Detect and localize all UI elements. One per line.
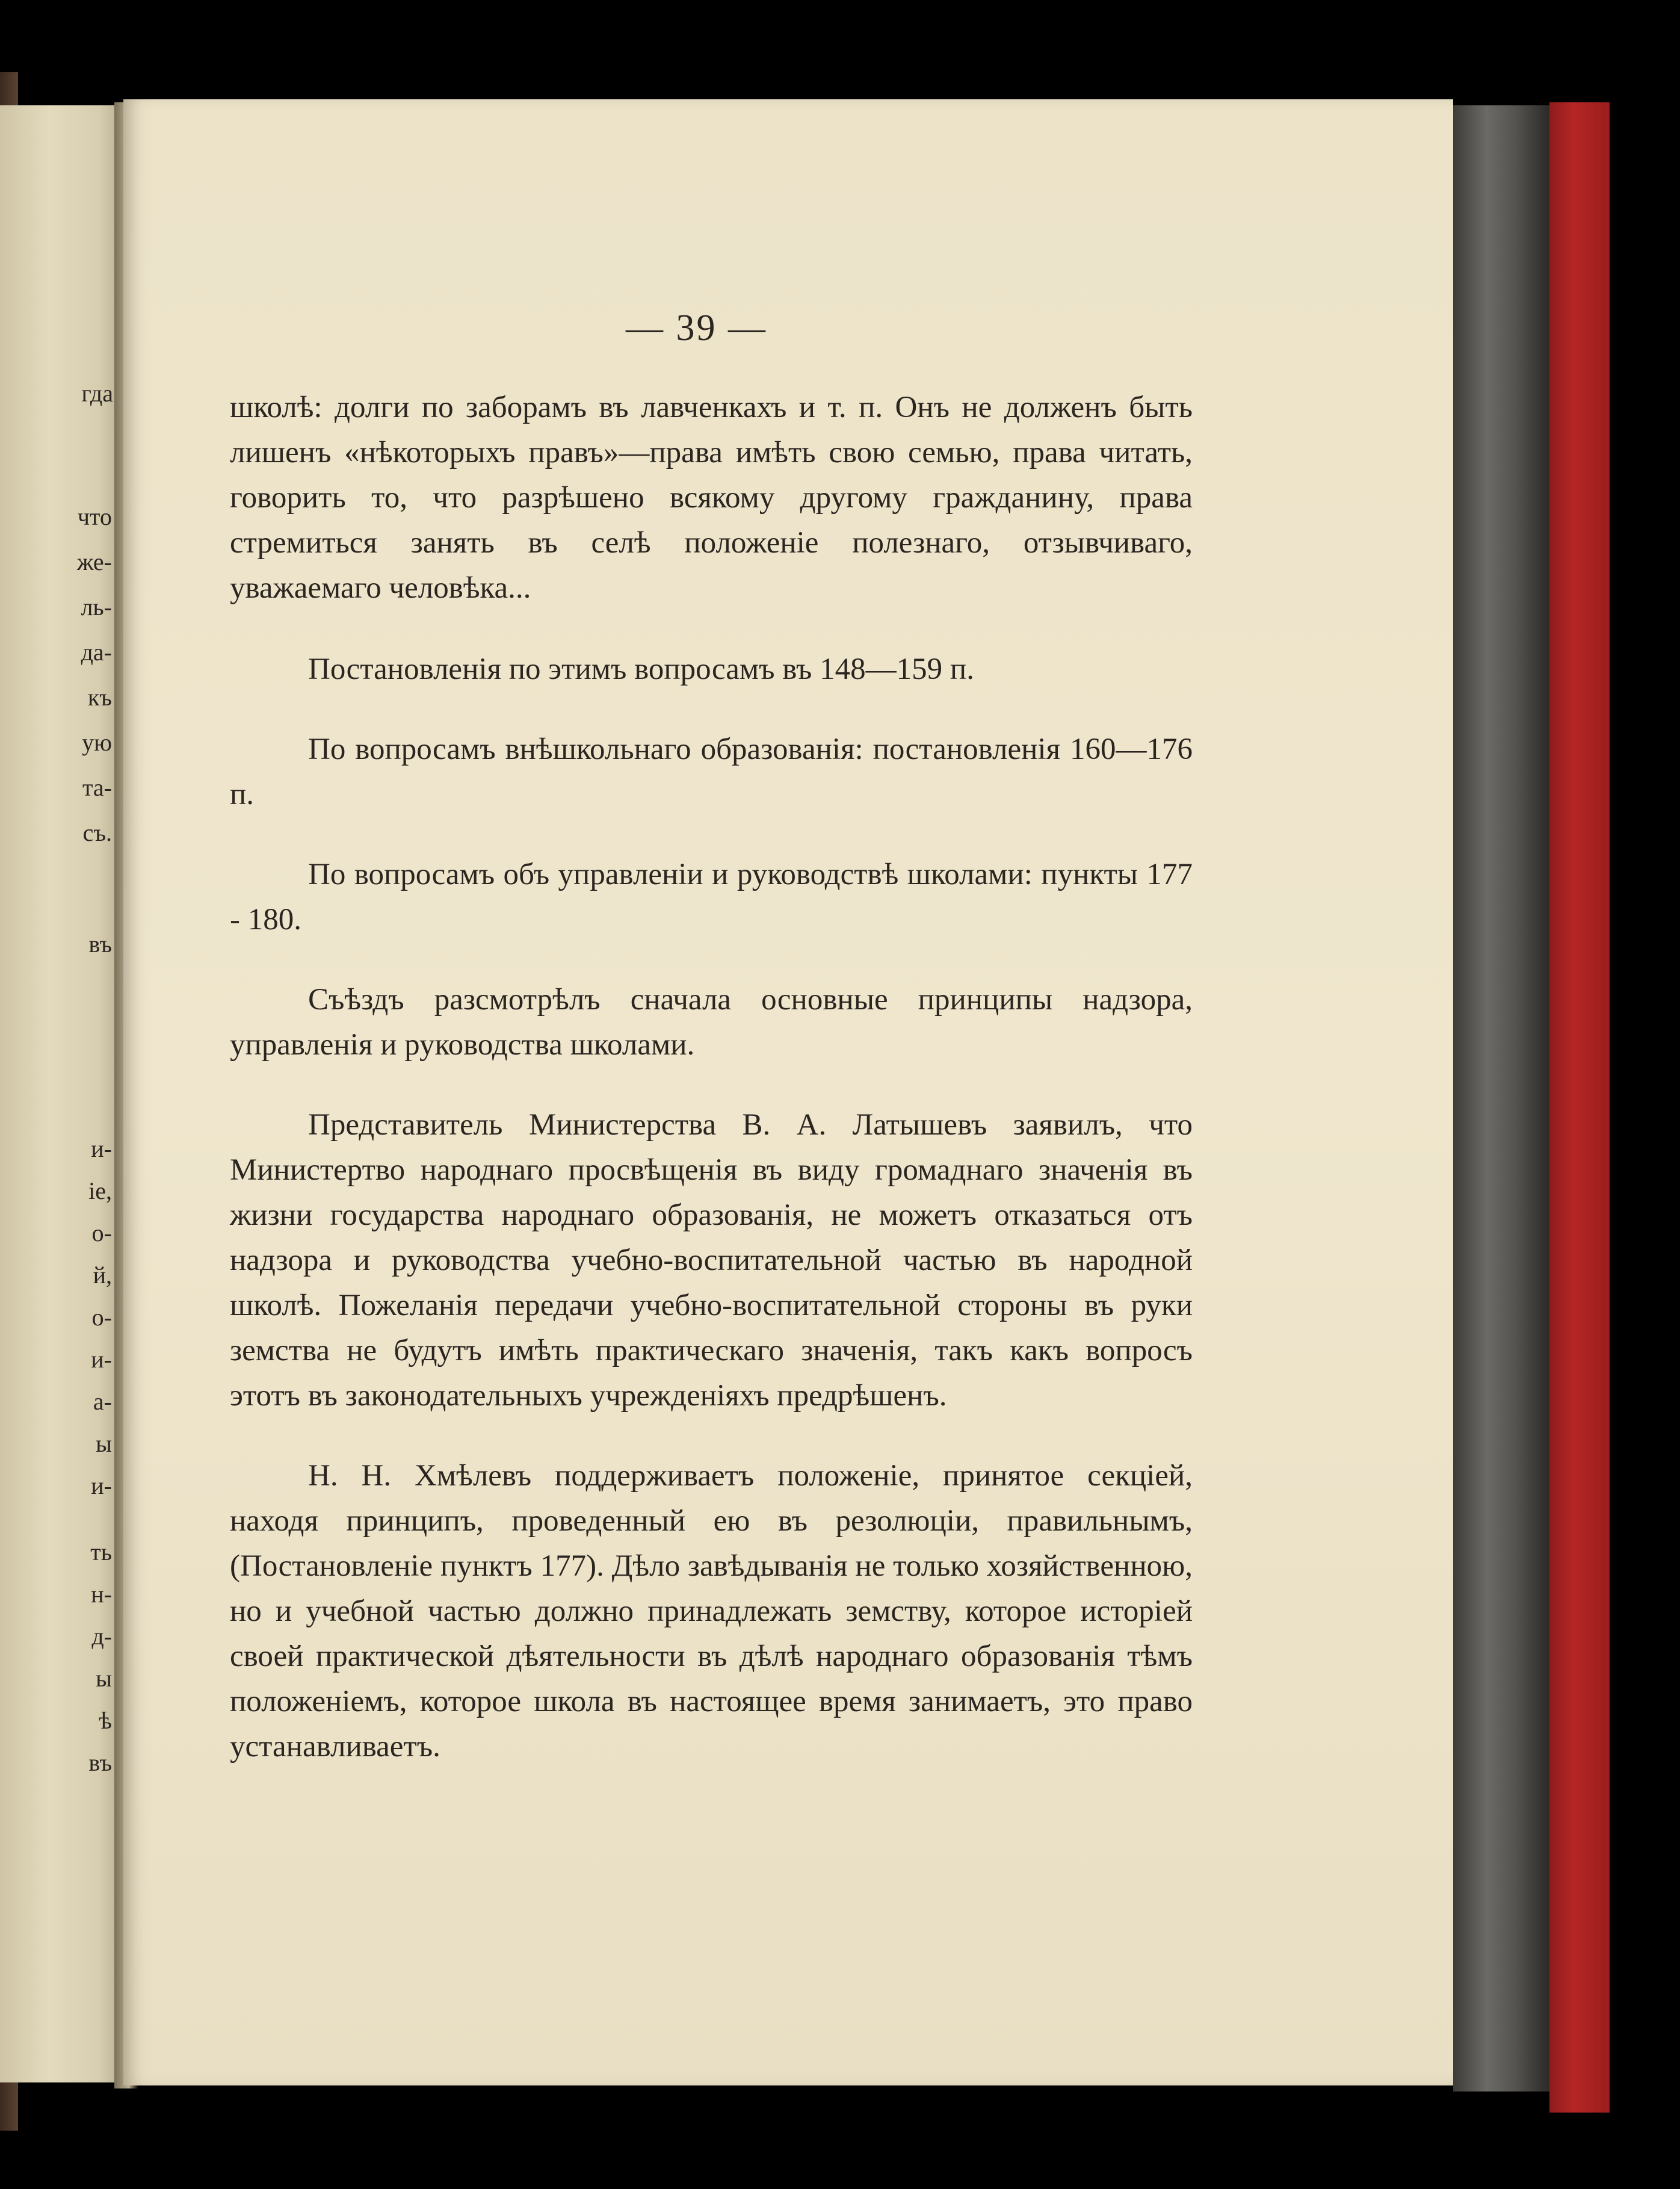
left-fragment: же-	[76, 548, 112, 575]
left-fragment: да-	[81, 639, 112, 666]
left-fragment: н-	[91, 1581, 112, 1608]
left-fragment: къ	[87, 684, 112, 711]
left-fragment: ль-	[81, 593, 112, 621]
paragraph: Съѣздъ разсмотрѣлъ сначала основные принципы надзора, управленія и руководства школами.	[230, 983, 1193, 1062]
left-fragment: ы	[96, 1665, 112, 1692]
left-fragment: что	[77, 503, 112, 530]
paragraph: Н. Н. Хмѣлевъ поддерживаетъ положеніе, принятое секціей, находя принципъ, проведенный ею въ резолюціи, правильнымъ, (Постановленіе пунктъ 177). Дѣло завѣдыванія не только хозяйственною, но и учебной частью должно принадлежать земству, которое исторіей своей практической дѣятельности въ дѣлѣ народнаго образованія тѣмъ положеніемъ, которое школа въ настоящее время занимаетъ, это право устанавливаетъ.	[230, 1459, 1193, 1763]
left-fragment: и-	[91, 1135, 112, 1162]
left-fragment: й,	[93, 1262, 112, 1289]
paragraph: Представитель Министерства В. А. Латышевъ заявилъ, что Министертво народнаго просвѣщенія въ виду громаднаго значенія въ жизни государства народнаго образованія, не можетъ отказаться отъ надзора и руководства учебно-воспитательной частью въ народной школѣ. Пожеланія передачи учебно-воспитательной стороны въ руки земства не будутъ имѣть практическаго значенія, такъ какъ вопросъ этотъ въ законодательныхъ учрежденіяхъ предрѣшенъ.	[230, 1108, 1193, 1413]
paragraph: По вопросамъ объ управленіи и руководствѣ школами: пункты 177 - 180.	[230, 858, 1193, 937]
left-fragment: а-	[93, 1388, 112, 1415]
left-fragment: ую	[82, 729, 112, 756]
left-fragment: и-	[91, 1346, 112, 1373]
left-fragment: въ	[88, 1749, 112, 1776]
red-book-cover	[1549, 102, 1610, 2113]
left-fragment: гда	[81, 380, 113, 407]
left-fragment: и-	[91, 1472, 112, 1499]
left-fragment: іе,	[88, 1177, 112, 1204]
left-fragment: въ	[88, 930, 112, 958]
paragraph: школѣ: долги по заборамъ въ лавченкахъ и т. п. Онъ не долженъ быть лишенъ «нѣкоторыхъ правъ»—права имѣть свою семью, права читать, говорить то, что разрѣшено всякому другому гражданину, права стремиться занять въ селѣ положеніе полезнаго, отзывчиваго, уважаемаго человѣка...	[230, 391, 1193, 605]
left-fragment: ть	[90, 1538, 112, 1565]
page-block-edge	[1453, 105, 1549, 2091]
text-column	[230, 385, 1193, 1769]
left-fragment: та-	[82, 774, 112, 801]
paragraph: Постановленія по этимъ вопросамъ въ 148—159 п.	[308, 652, 974, 686]
left-page-text-fragments	[0, 105, 120, 2082]
left-fragment: о-	[91, 1219, 112, 1246]
page-number: — 39 —	[626, 308, 767, 348]
left-fragment: съ.	[82, 819, 112, 846]
left-fragment: о-	[91, 1304, 112, 1331]
left-fragment: ы	[96, 1430, 112, 1457]
paragraph: По вопросамъ внѣшкольнаго образованія: постановленія 160—176 п.	[230, 732, 1193, 811]
left-fragment: ѣ	[99, 1707, 112, 1734]
left-facing-page	[0, 105, 123, 2082]
left-fragment: д-	[91, 1623, 112, 1650]
